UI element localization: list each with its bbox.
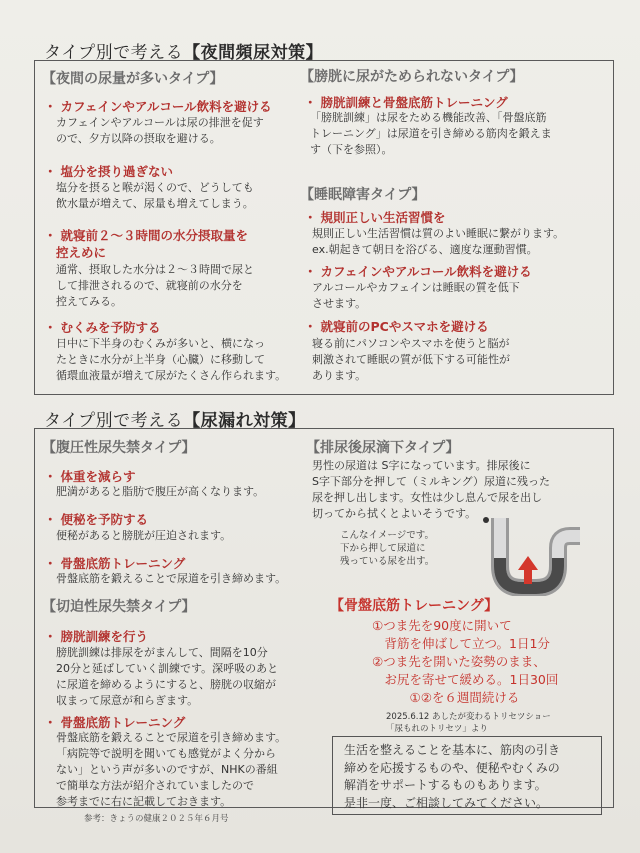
training-title: 【骨盤底筋トレーニング】 [330,598,499,614]
droplet-icon [483,517,489,523]
item-prevent-constipation: ・ 便秘を予防する [44,512,149,527]
consultation-text: 生活を整えることを基本に、筋肉の引き 締めを応援するものや、便秘やむくみの 解消をサポートするものもあります。 是非一度、ご相談してみてください。 [344,743,561,810]
item-body: 「膀胱訓練」は尿をためる機能改善、「骨盤底筋 トレーニング」は尿道を引き締める筋肉を鍛えま す（下を参照）。 [310,111,552,156]
item-avoid-pc-smartphone: ・ 就寝前のPCやスマホを避ける [304,319,489,334]
heading-urge-incontinence: 【切迫性尿失禁タイプ】 [42,599,196,615]
item-title: 骨盤底筋トレーニング [60,715,186,730]
item-title: 骨盤底筋トレーニング [60,556,186,571]
item-title: 就寝前２～３時間の水分摂取量を [60,228,249,243]
heading-nighttime-urine-volume: 【夜間の尿量が多いタイプ】 [42,71,224,87]
item-title: 就寝前のPCやスマホを避ける [320,319,489,334]
item-body: 骨盤底筋を鍛えることで尿道を引き締めます。 [56,572,287,585]
item-title: 膀胱訓練を行う [60,629,149,644]
urethra-illustration [470,512,590,596]
training-steps: ①つま先を90度に開いて 背筋を伸ばして立つ。1日1分 ②つま先を開いた姿勢のまま、 お尻を寄せて緩める。1日30回 ①②を６週間続ける [372,618,559,705]
item-title: 塩分を摂り過ぎない [60,164,174,179]
item-avoid-caffeine-alcohol: ・ カフェインやアルコール飲料を避ける [44,99,272,114]
heading-bladder-cannot-hold: 【膀胱に尿がためられないタイプ】 [300,69,524,85]
item-limit-water-before-bed: ・ 就寝前２～３時間の水分摂取量を [44,228,249,243]
item-body: 日中に下半身のむくみが多いと、横になっ たときに水分が上半身（心臓）に移動して 循環血液量が増えて尿がたくさん作られます。 [56,337,287,382]
item-title: カフェインやアルコール飲料を避ける [320,264,532,279]
item-prevent-swelling: ・ むくみを予防する [44,320,161,335]
item-body: 規則正しい生活習慣は質のよい睡眠に繋がります。 ex.朝起きて朝日を浴びる、適度な運動習慣。 [312,227,565,256]
item-title: 便秘を予防する [60,512,149,527]
item-body: 塩分を摂ると喉が渇くので、どうしても 飲水量が増えて、尿量も増えてしまう。 [56,181,254,210]
image-caption: こんなイメージです。 下から押して尿道に 残っている尿を出す。 [340,530,435,567]
heading-sleep-disorder: 【睡眠障害タイプ】 [300,187,426,203]
post-void-body: 男性の尿道は S字になっています。排尿後に S字下部分を押して（ミルキング）尿道に残った 尿を押し出します。女性は少し息んで尿を出し 切ってから拭くとよいそうです。 [312,459,550,520]
item-title-line2: 控えめに [56,245,107,260]
heading-stress-incontinence: 【腹圧性尿失禁タイプ】 [42,440,196,456]
item-title: 規則正しい生活習慣を [320,210,446,225]
section1-title-prefix: タイプ別で考える [44,43,184,63]
section1-title-bracket: 【夜間頻尿対策】 [183,43,324,63]
item-body: 骨盤底筋を鍛えることで尿道を引き締めます。 「病院等で説明を聞いても感覚がよく分から ない」という声が多いのですが、NHKの番組 で簡単な方法が紹介されていましたので 参考までに右に記載しておきます。 [56,731,287,808]
section2-title-prefix: タイプ別で考える [44,411,184,431]
item-body: アルコールやカフェインは睡眠の質を低下 させます。 [312,281,520,310]
item-pelvic-floor-training: ・ 骨盤底筋トレーニング [44,556,186,571]
item-bladder-pelvic-training: ・ 膀胱訓練と骨盤底筋トレーニング [304,95,508,110]
item-title: カフェインやアルコール飲料を避ける [60,99,272,114]
item-body: 通常、摂取した水分は２～３時間で尿と して排泄されるので、就寝前の水分を 控えてみる。 [56,263,254,308]
item-pelvic-floor-training-2: ・ 骨盤底筋トレーニング [44,715,186,730]
item-body: 肥満があると脂肪で腹圧が高くなります。 [56,485,265,498]
heading-post-void-dribble: 【排尿後尿滴下タイプ】 [306,440,460,456]
item-body: 便秘があると膀胱が圧迫されます。 [56,529,232,542]
item-body: カフェインやアルコールは尿の排泄を促す ので、夕方以降の摂取を避ける。 [56,116,264,145]
item-title: 体重を減らす [60,469,136,484]
item-bladder-training: ・ 膀胱訓練を行う [44,629,149,644]
item-regular-lifestyle: ・ 規則正しい生活習慣を [304,210,446,225]
item-body: 寝る前にパソコンやスマホを使うと脳が 刺激されて睡眠の質が低下する可能性が あります。 [312,337,510,382]
reference-footnote: 参考：きょうの健康２０２５年６月号 [84,814,229,824]
training-source: 2025.6.12 あしたが変わるトリセツショー 「尿もれのトリセツ」より [386,712,551,734]
item-avoid-caffeine-alcohol-sleep: ・ カフェインやアルコール飲料を避ける [304,264,532,279]
item-lose-weight: ・ 体重を減らす [44,469,136,484]
item-title: むくみを予防する [60,320,161,335]
item-title: 膀胱訓練と骨盤底筋トレーニング [320,95,508,110]
item-body: 膀胱訓練は排尿をがまんして、間隔を10分 20分と延ばしていく訓練です。深呼吸のあと に尿道を締めるようにすると、膀胱の収縮が 収まって尿意が和らぎます。 [56,646,279,707]
item-reduce-salt: ・ 塩分を摂り過ぎない [44,164,174,179]
section2-title-bracket: 【尿漏れ対策】 [183,411,306,431]
